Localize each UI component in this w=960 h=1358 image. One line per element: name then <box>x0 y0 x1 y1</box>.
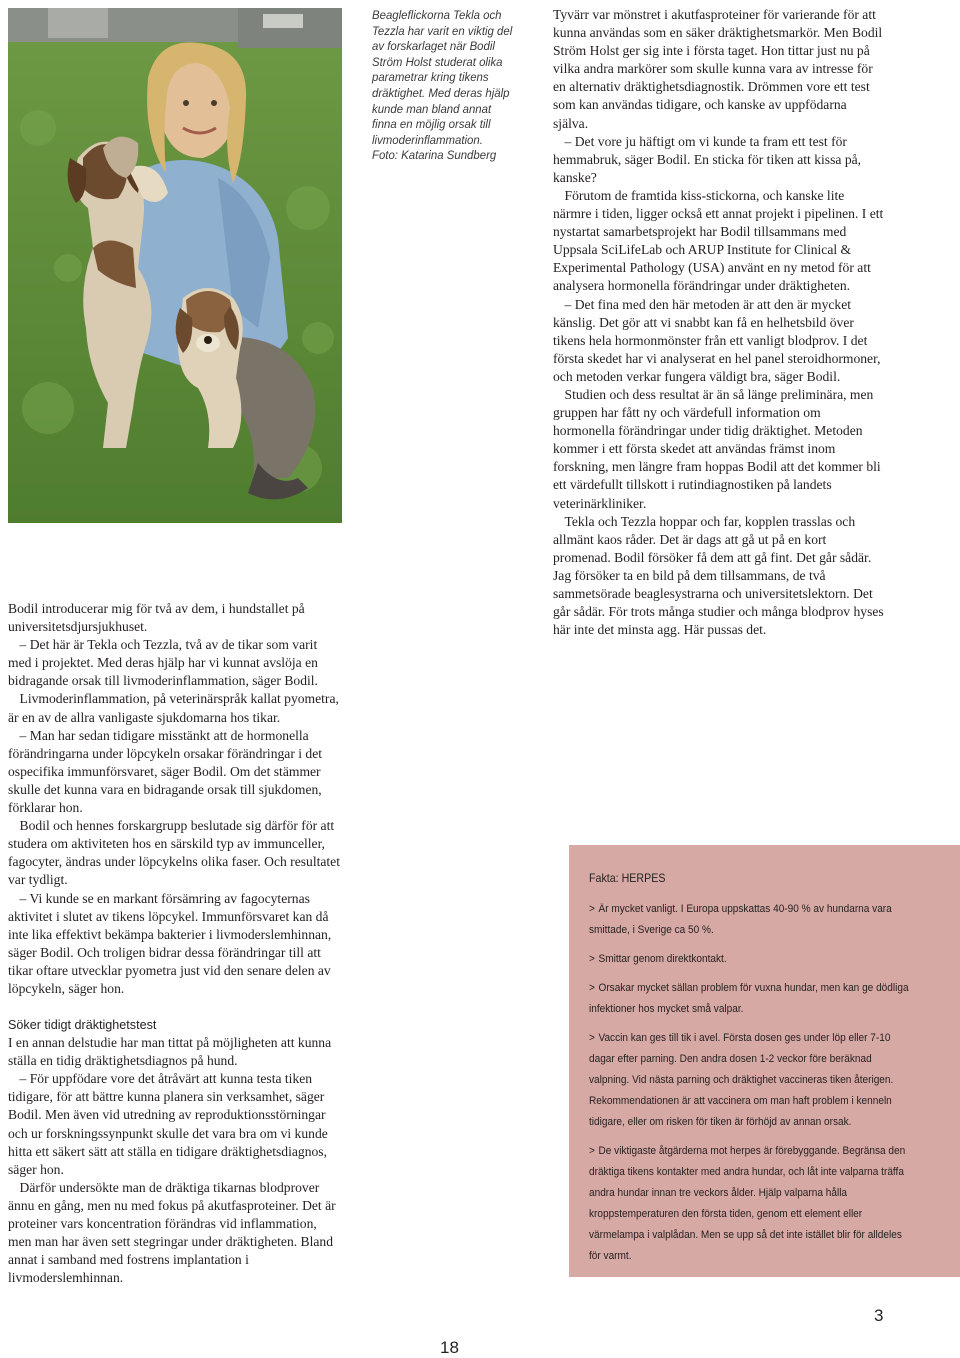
page-number-left: 18 <box>440 1338 459 1357</box>
article-left-column <box>8 600 340 1287</box>
caption-photo-credit: Foto: Katarina Sundberg <box>372 148 497 163</box>
photo-caption <box>372 8 519 164</box>
body-paragraph: Tekla och Tezzla hoppar och far, kopplen trasslas och allmänt kaos råder. Det är dags att gå ut på en kort promenad. Bodil försöker få dem att gå fint. Det går sådär. Jag försöker ta en bild på dem tillsammans, de två sammetsörade beaglesystrarna och universitetslektorn. Det går sådär. För trots många studier och många blodprov hyses här inte det minsta agg. Här pussas det. <box>553 513 884 638</box>
bullet-arrow-icon: > <box>589 1145 595 1157</box>
page-number-right: 3 <box>874 1306 884 1325</box>
caption-line: Beagleflickorna Tekla och <box>372 8 502 22</box>
fact-item-text: Vaccin kan ges till tik i avel. Första dosen ges under löp eller 7-10 dagar efter parning. Den andra dosen 1-2 veckor före beräknad valpning. Vid nästa parning och dräktighet vaccineras tiken återigen. Rekommendationen är att vaccinera om man haft problem i kenneln tidigare, eller om risken för tiken är förhöjd av annan orsak. <box>589 1032 894 1128</box>
caption-line: finna en möjlig orsak till <box>372 117 491 132</box>
fact-item-text: De viktigaste åtgärderna mot herpes är förebyggande. Begränsa den dräktiga tikens kontakter med andra hundar, och låt inte valparna träffa andra hundar innan tre veckors ålder. Hjälp valparna hålla kroppstemperaturen den första tiden, genom ett element eller värmelampa i valplådan. Men se upp så det inte istället blir för alldeles för varmt. <box>589 1145 906 1262</box>
body-paragraph: I en annan delstudie har man tittat på möjligheten att kunna ställa en tidig dräktighetsdiagnos på hund. <box>8 1035 332 1069</box>
body-paragraph: Därför undersökte man de dräktiga tikarnas blodprover ännu en gång, men nu med fokus på akutfasproteiner. Det är proteiner vars koncentration förändras vid inflammation, men man har även sett stegringar under dräktigheten. Bland annat i samband med fostrens implantation i livmoderslemhinnan. <box>8 1179 336 1286</box>
body-paragraph: Tyvärr var mönstret i akutfasproteiner för varierande för att kunna användas som en säker dräktighetsmarkör. Men Bodil Ström Holst ger sig inte i första taget. Hon tittar just nu på vilka andra markörer som skulle kunna vara av intresse för en alternativ dräktighetsdiagnostik. Drömmen vore ett test som kan användas tidigare, och kanske av uppfödarna själva. <box>553 7 883 131</box>
caption-line: av forskarlaget när Bodil <box>372 39 495 54</box>
fact-box <box>569 845 960 1277</box>
body-paragraph: Livmoderinflammation, på veterinärspråk kallat pyometra, är en av de allra vanligaste sjukdomarna hos tikar. <box>8 691 339 725</box>
fact-item <box>589 899 909 941</box>
body-paragraph: Bodil och hennes forskargrupp beslutade sig därför för att studera om aktiviteten hos en särskild typ av immunceller, fagocyter, ändras under löpcykelns olika faser. Och resultatet var tydligt. <box>8 818 340 888</box>
bullet-arrow-icon: > <box>589 982 595 994</box>
fact-item <box>589 1028 909 1133</box>
article-photo <box>8 8 342 523</box>
fact-item <box>589 978 909 1020</box>
fact-item-text: Orsakar mycket sällan problem för vuxna hundar, men kan ge dödliga infektioner hos mycket små valpar. <box>589 982 909 1015</box>
fact-box-content <box>589 871 909 1275</box>
body-paragraph: – För uppfödare vore det åtråvärt att kunna testa tiken tidigare, för att bättre kunna planera sin verksamhet, säger Bodil. Men även vid utredning av reproduktionsstörningar och ur forskningssynpunkt skulle det vara bra om vi kunde hitta ett säkert sätt att ställa en tidigare dräktighetsdiagnos, säger hon. <box>8 1071 328 1177</box>
body-paragraph: Studien och dess resultat är än så länge preliminära, men gruppen har fått ny och värdefull information om hormonella förändringar under tidig dräktighet. Metoden kommer i ett första skedet att användas främst inom forskning, men längre fram hoppas Bodil att det kommer bli ett värdefullt tillskott i rutindiagnostiken på landets veterinärkliniker. <box>553 386 881 511</box>
fact-item <box>589 1141 909 1267</box>
body-paragraph: – Det här är Tekla och Tezzla, två av de tikar som varit med i projektet. Med deras hjälp har vi kunnat avslöja en bidragande orsak till livmoderinflammation, säger Bodil. <box>8 637 318 689</box>
body-paragraph: Bodil introducerar mig för två av dem, i hundstallet på universitetsdjursjukhuset. <box>8 601 305 635</box>
fact-box-title: Fakta: HERPES <box>589 872 666 885</box>
body-paragraph: – Det fina med den här metoden är att den är mycket känslig. Det gör att vi snabbt kan få en helhetsbild över tikens hela hormonmönster från ett vanligt blodprov. I det första skedet har vi analyserat en hel panel steroidhormoner, och metoden verkar fungera väldigt bra, säger Bodil. <box>553 296 881 384</box>
caption-line: parametrar kring tikens <box>372 70 489 85</box>
section-subheading: Söker tidigt dräktighetstest <box>8 1018 157 1033</box>
body-paragraph: – Vi kunde se en markant försämring av fagocyternas aktivitet i slutet av tikens löpcykel. Immunförsvaret kan då inte lika effektivt bekämpa bakterier i livmoderslemhinnan, säger Bodil. Och troligen bidrar dessa förändringar till att tikar oftare utvecklar pyometra just vid den senare delen av löpcykeln, säger hon. <box>8 890 332 996</box>
body-paragraph: Förutom de framtida kiss-stickorna, och kanske lite närmre i tiden, ligger också ett annat projekt i pipelinen. I ett nystartat samarbetsprojekt har Bodil tillsammans med Uppsala SciLifeLab och ARUP Institute for Clinical & Experimental Pathology (USA) använt en ny metod för att analysera hormonella förändringar under dräktigheten. <box>553 187 884 294</box>
caption-line: Ström Holst studerat olika <box>372 54 503 69</box>
bullet-arrow-icon: > <box>589 1032 595 1044</box>
photo-illustration <box>8 8 342 523</box>
body-paragraph: – Man har sedan tidigare misstänkt att de hormonella förändringarna under löpcykeln orsakar förändringar i det ospecifika immunförsvaret, säger Bodil. Om det stämmer skulle det kunna vara en bidragande orsak till sjukdomen, förklarar hon. <box>8 727 323 816</box>
caption-line: livmoderinflammation. <box>372 132 483 147</box>
bullet-arrow-icon: > <box>589 953 595 965</box>
fact-item-text: Är mycket vanligt. I Europa uppskattas 40-90 % av hundarna vara smittade, i Sverige ca 50 %. <box>589 903 892 936</box>
article-right-column <box>553 6 885 639</box>
caption-line: Tezzla har varit en viktig del <box>372 23 513 38</box>
caption-line: dräktighet. Med deras hjälp <box>372 85 510 100</box>
body-paragraph: – Det vore ju häftigt om vi kunde ta fram ett test för hemmabruk, säger Bodil. En sticka för tiken att kissa på, kanske? <box>553 133 862 185</box>
caption-line: kunde man bland annat <box>372 101 492 116</box>
fact-item <box>589 949 909 970</box>
fact-item-text: Smittar genom direktkontakt. <box>598 953 727 965</box>
bullet-arrow-icon: > <box>589 903 595 915</box>
